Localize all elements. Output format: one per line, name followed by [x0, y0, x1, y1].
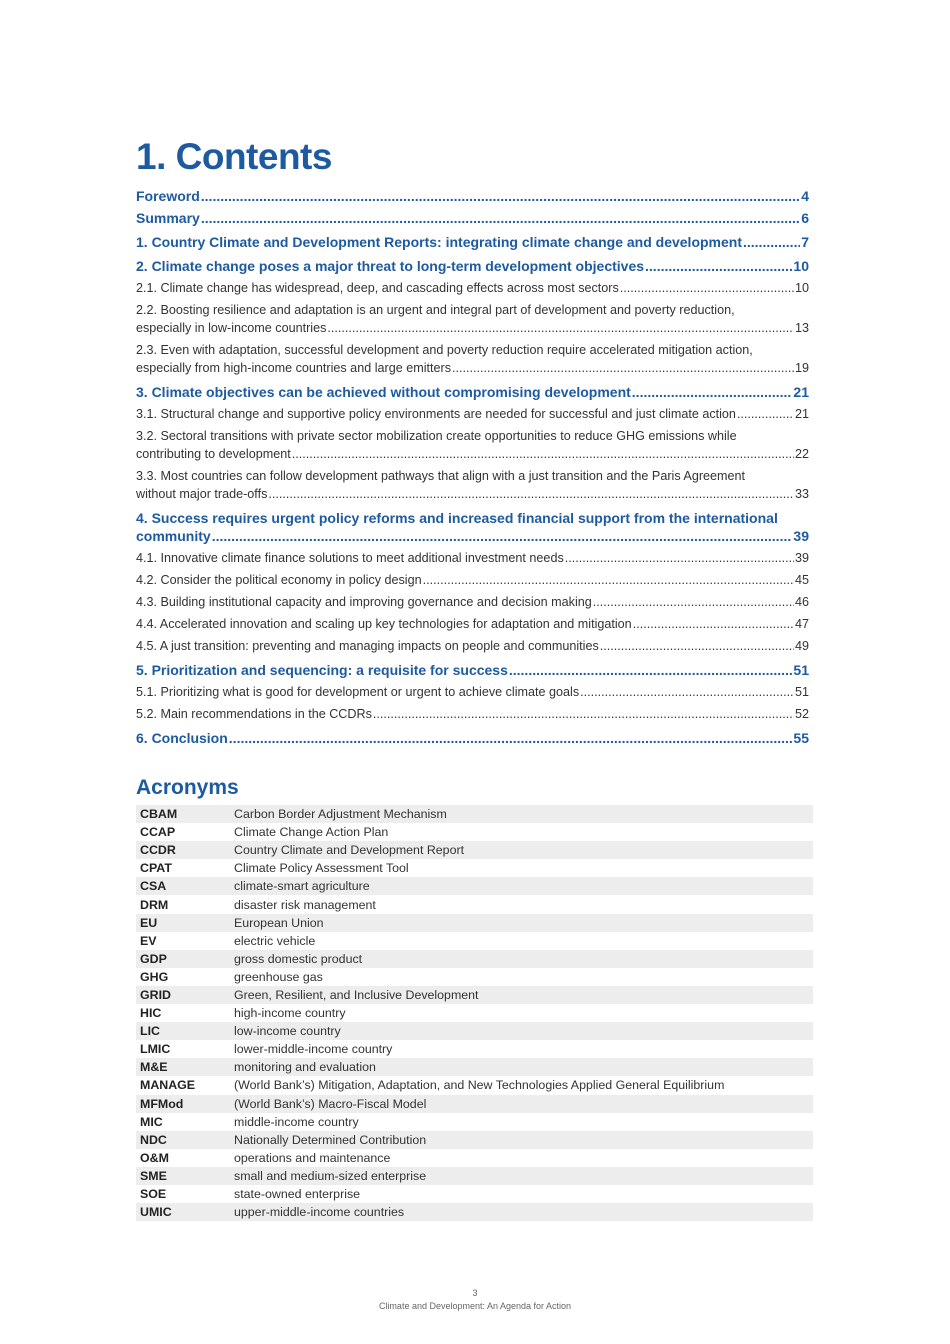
- acronym-definition: small and medium-sized enterprise: [230, 1167, 813, 1185]
- toc-entry[interactable]: [136, 209, 809, 227]
- acronym-row: [136, 1004, 813, 1022]
- acronym-row: [136, 986, 813, 1004]
- acronym-row: [136, 823, 813, 841]
- dot-leader: [737, 405, 794, 423]
- dot-leader: [600, 637, 794, 655]
- acronym: NDC: [136, 1131, 230, 1149]
- acronym-row: [136, 1076, 813, 1094]
- toc-entry-title: 4.2. Consider the political economy in policy design: [136, 573, 422, 587]
- dot-leader: [452, 359, 794, 377]
- toc-entry[interactable]: [136, 233, 809, 251]
- toc-entry-title: 4.3. Building institutional capacity and improving governance and decision making: [136, 595, 592, 609]
- acronym: CBAM: [136, 805, 230, 823]
- dot-leader: [633, 615, 794, 633]
- toc-entry[interactable]: [136, 615, 809, 633]
- acronym: LIC: [136, 1022, 230, 1040]
- toc-entry-title: 5.2. Main recommendations in the CCDRs: [136, 707, 372, 721]
- toc-entry-title: 2. Climate change poses a major threat to long-term development objectives: [136, 258, 645, 274]
- acronym: M&E: [136, 1058, 230, 1076]
- toc-entry-title: without major trade-offs: [136, 487, 268, 501]
- toc-entry-title: especially in low-income countries: [136, 321, 327, 335]
- contents-heading: 1. Contents: [136, 136, 332, 177]
- toc-entry[interactable]: [136, 279, 809, 297]
- acronym-definition: Carbon Border Adjustment Mechanism: [230, 805, 813, 823]
- toc-page-number: 7: [801, 234, 809, 250]
- acronym-definition: (World Bank’s) Mitigation, Adaptation, and New Technologies Applied General Equilibrium: [234, 1078, 725, 1093]
- toc-entry[interactable]: [136, 341, 809, 377]
- toc-page-number: 47: [794, 617, 809, 631]
- dot-leader: [632, 383, 793, 401]
- toc-entry[interactable]: [136, 549, 809, 567]
- acronym-definition: high-income country: [234, 1006, 346, 1021]
- acronym: MANAGE: [140, 1078, 196, 1093]
- acronym-definition: Country Climate and Development Report: [230, 841, 813, 859]
- dot-leader: [509, 661, 793, 679]
- acronym: LMIC: [140, 1042, 171, 1057]
- acronym-definition: climate-smart agriculture: [230, 877, 813, 895]
- acronym-row: [136, 841, 813, 859]
- toc-entry-title: 6. Conclusion: [136, 730, 228, 746]
- toc-page-number: 49: [794, 639, 809, 653]
- acronym: SOE: [140, 1187, 167, 1202]
- toc-entry[interactable]: [136, 509, 809, 545]
- dot-leader: [743, 233, 800, 251]
- toc-entry-title: 4.5. A just transition: preventing and managing impacts on people and communities: [136, 639, 599, 653]
- toc-entry-title: 3.1. Structural change and supportive policy environments are needed for successful and just climate action: [136, 407, 736, 421]
- toc-entry[interactable]: [136, 467, 809, 503]
- toc-page-number: 19: [794, 361, 809, 375]
- acronym: GRID: [136, 986, 230, 1004]
- acronym-definition: lower-middle-income country: [234, 1042, 393, 1057]
- acronym-row: [136, 950, 813, 968]
- toc-entry-title: contributing to development: [136, 447, 291, 461]
- toc-entry-title: 5. Prioritization and sequencing: a requisite for success: [136, 662, 508, 678]
- dot-leader: [620, 279, 794, 297]
- acronym-row: [136, 1095, 813, 1113]
- toc-page-number: 39: [793, 528, 809, 544]
- toc-page-number: 21: [794, 407, 809, 421]
- acronym-row: [136, 1058, 813, 1076]
- dot-leader: [593, 593, 794, 611]
- toc-page-number: 10: [793, 258, 809, 274]
- acronym: HIC: [140, 1006, 162, 1021]
- acronym: DRM: [140, 897, 169, 912]
- acronym: MIC: [140, 1114, 163, 1129]
- toc-entry[interactable]: [136, 571, 809, 589]
- acronym-row: [136, 1113, 813, 1131]
- acronym-definition: gross domestic product: [230, 950, 813, 968]
- acronym: CCAP: [140, 825, 176, 840]
- acronym-row: [136, 1167, 813, 1185]
- toc-page-number: 45: [794, 573, 809, 587]
- dot-leader: [327, 319, 794, 337]
- toc-entry[interactable]: [136, 257, 809, 275]
- toc-entry-title: community: [136, 528, 211, 544]
- acronym-row: [136, 859, 813, 877]
- acronym-definition: upper-middle-income countries: [230, 1203, 813, 1221]
- toc-entry-title: 3.3. Most countries can follow development pathways that align with a just transition and the Paris Agreement: [136, 469, 746, 483]
- acronym: GDP: [136, 950, 230, 968]
- acronym-row: [136, 1203, 813, 1221]
- toc-page-number: 55: [793, 730, 809, 746]
- acronym: CPAT: [140, 861, 172, 876]
- dot-leader: [212, 527, 793, 545]
- table-of-contents: [136, 187, 809, 747]
- acronym-row: [136, 877, 813, 895]
- toc-entry-title: especially from high-income countries and large emitters: [136, 361, 451, 375]
- acronym-definition: Climate Policy Assessment Tool: [234, 861, 409, 876]
- dot-leader: [580, 683, 794, 701]
- toc-page-number: 39: [794, 551, 809, 565]
- page-number: 3: [472, 1288, 478, 1298]
- acronym-row: [136, 1149, 813, 1167]
- acronyms-heading: Acronyms: [136, 776, 239, 799]
- toc-entry[interactable]: [136, 427, 809, 463]
- acronym: CCDR: [136, 841, 230, 859]
- acronym-definition: disaster risk management: [234, 897, 376, 912]
- toc-page-number: 46: [794, 595, 809, 609]
- toc-entry-title: 4.1. Innovative climate finance solutions to meet additional investment needs: [136, 551, 564, 565]
- acronym: MFMod: [136, 1095, 230, 1113]
- toc-entry[interactable]: [136, 405, 809, 423]
- toc-page-number: 22: [794, 447, 809, 461]
- acronym: O&M: [140, 1150, 169, 1165]
- acronym-row: [136, 1131, 813, 1149]
- acronym-definition: electric vehicle: [234, 933, 316, 948]
- acronym-definition: European Union: [230, 914, 813, 932]
- acronym-definition: middle-income country: [234, 1114, 359, 1129]
- dot-leader: [565, 549, 794, 567]
- toc-entry-title: 3. Climate objectives can be achieved without compromising development: [136, 384, 631, 400]
- toc-page-number: 21: [793, 384, 809, 400]
- dot-leader: [229, 729, 793, 747]
- toc-page-number: 33: [794, 487, 809, 501]
- acronym-row: [136, 914, 813, 932]
- dot-leader: [423, 571, 794, 589]
- acronym-row: [136, 1185, 813, 1203]
- acronym: CSA: [136, 877, 230, 895]
- toc-entry-title: Foreword: [136, 188, 200, 204]
- toc-page-number: 52: [794, 707, 809, 721]
- acronym-row: [136, 1022, 813, 1040]
- toc-entry-title: 4.4. Accelerated innovation and scaling up key technologies for adaptation and mitigation: [136, 617, 632, 631]
- toc-entry-title: 3.2. Sectoral transitions with private sector mobilization create opportunities to reduce GHG emissions while: [136, 429, 737, 443]
- toc-entry[interactable]: [136, 705, 809, 723]
- document-title-footer: Climate and Development: An Agenda for Action: [378, 1301, 572, 1311]
- toc-page-number: 51: [793, 662, 809, 678]
- acronym: GHG: [140, 969, 169, 984]
- acronym: SME: [136, 1167, 230, 1185]
- acronym-row: [136, 895, 813, 913]
- acronym-definition: low-income country: [230, 1022, 813, 1040]
- dot-leader: [373, 705, 794, 723]
- toc-entry[interactable]: [136, 683, 809, 701]
- toc-page-number: 13: [794, 321, 809, 335]
- acronym-definition: (World Bank’s) Macro-Fiscal Model: [230, 1095, 813, 1113]
- acronym-row: [136, 932, 813, 950]
- toc-entry[interactable]: [136, 729, 809, 747]
- toc-page-number: 6: [801, 210, 809, 226]
- acronym-row: [136, 1040, 813, 1058]
- toc-page-number: 51: [794, 685, 809, 699]
- acronym: EU: [136, 914, 230, 932]
- acronym-definition: Green, Resilient, and Inclusive Development: [230, 986, 813, 1004]
- dot-leader: [201, 209, 800, 227]
- toc-entry-title: 2.3. Even with adaptation, successful development and poverty reduction require accelerated mitigation action,: [136, 343, 753, 357]
- acronym-definition: state-owned enterprise: [234, 1187, 361, 1202]
- toc-entry-title: 2.2. Boosting resilience and adaptation is an urgent and integral part of development and poverty reduction,: [136, 303, 735, 317]
- toc-entry-title: 4. Success requires urgent policy reforms and increased financial support from the international: [136, 510, 778, 526]
- acronym-definition: Nationally Determined Contribution: [230, 1131, 813, 1149]
- toc-entry-title: Summary: [136, 210, 200, 226]
- dot-leader: [292, 445, 794, 463]
- acronym-definition: greenhouse gas: [234, 969, 323, 984]
- dot-leader: [201, 187, 800, 205]
- toc-entry[interactable]: [136, 661, 809, 679]
- toc-entry[interactable]: [136, 383, 809, 401]
- toc-entry-title: 2.1. Climate change has widespread, deep, and cascading effects across most sectors: [136, 281, 619, 295]
- toc-entry[interactable]: [136, 301, 809, 337]
- dot-leader: [268, 485, 794, 503]
- dot-leader: [645, 257, 792, 275]
- toc-entry-title: 1. Country Climate and Development Reports: integrating climate change and development: [136, 234, 742, 250]
- acronym-definition: Climate Change Action Plan: [234, 825, 389, 840]
- toc-page-number: 4: [801, 188, 809, 204]
- acronym-definition: monitoring and evaluation: [230, 1058, 813, 1076]
- acronym-definition: operations and maintenance: [234, 1150, 391, 1165]
- acronym: UMIC: [136, 1203, 230, 1221]
- toc-entry-title: 5.1. Prioritizing what is good for development or urgent to achieve climate goals: [136, 685, 580, 699]
- toc-entry[interactable]: [136, 593, 809, 611]
- acronym-row: [136, 805, 813, 823]
- toc-entry[interactable]: [136, 187, 809, 205]
- acronym: EV: [140, 933, 157, 948]
- acronym-row: [136, 968, 813, 986]
- toc-page-number: 10: [794, 281, 809, 295]
- acronyms-table: [136, 805, 813, 1221]
- toc-entry[interactable]: [136, 637, 809, 655]
